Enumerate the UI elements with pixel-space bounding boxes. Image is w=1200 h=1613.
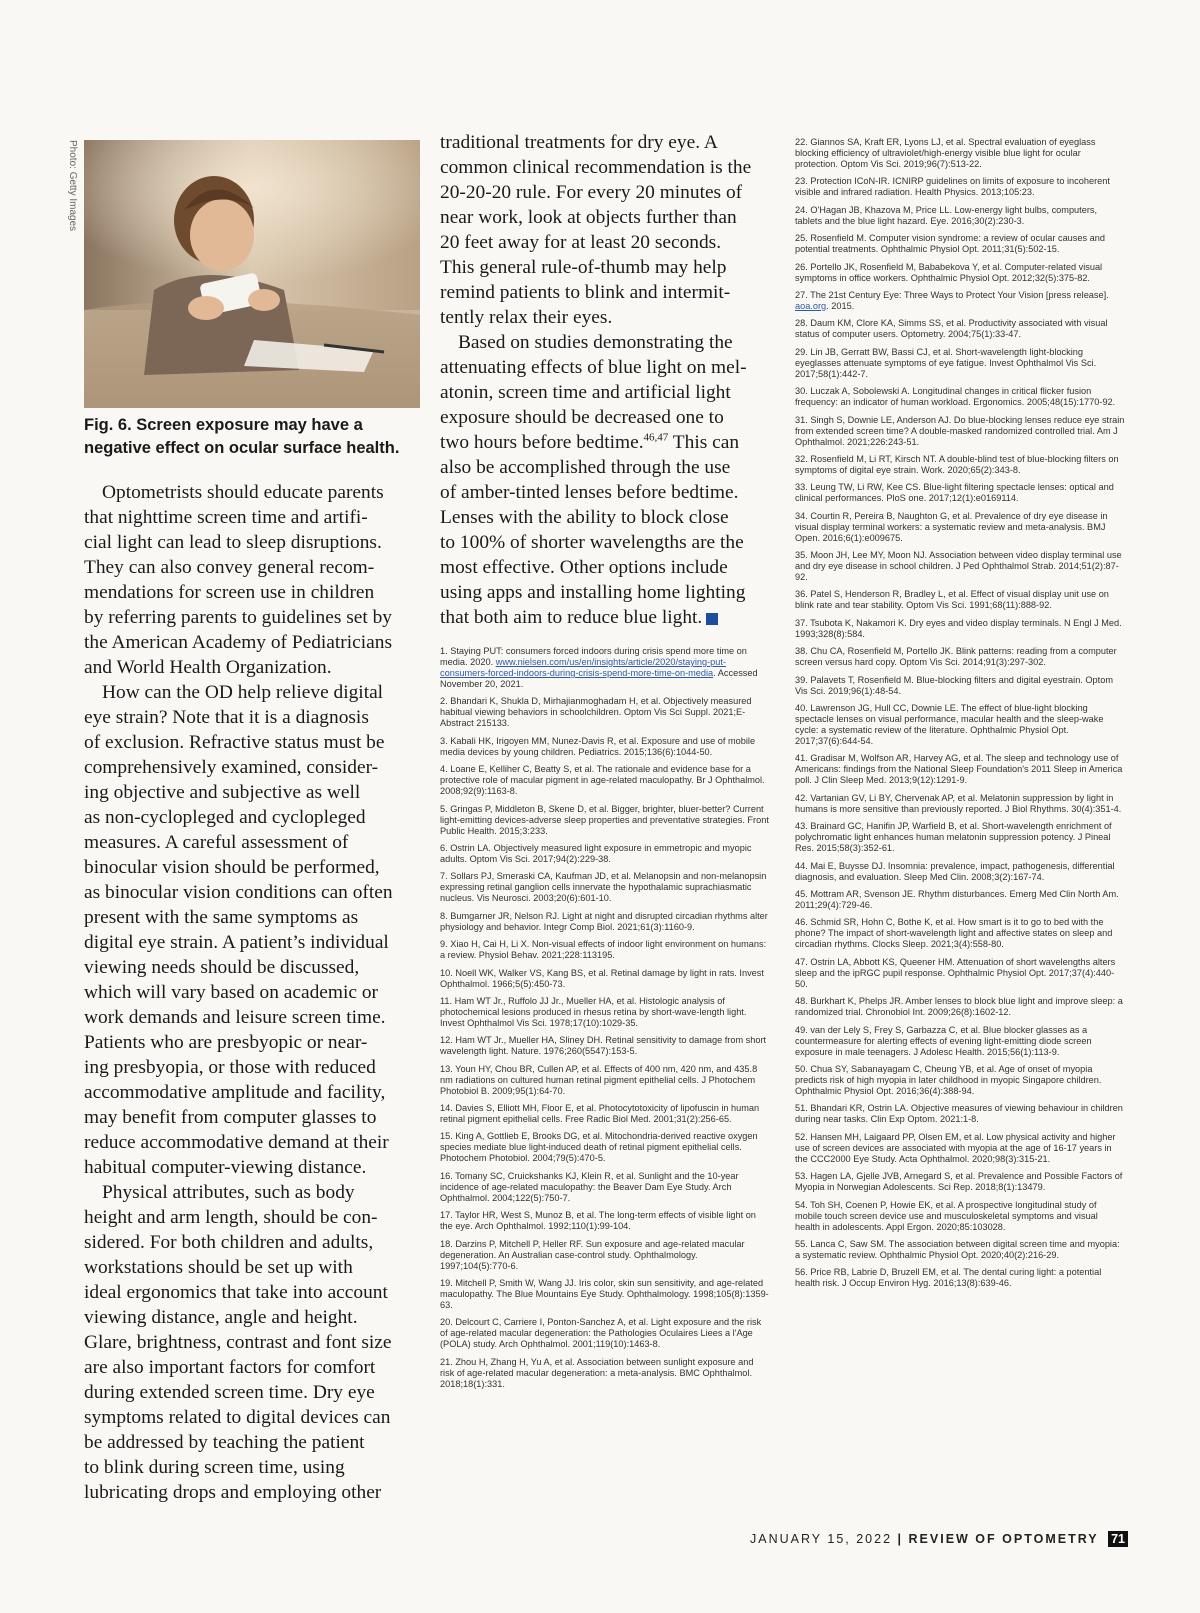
reference-item: 53. Hagen LA, Gjelle JVB, Arnegard S, et al. Prevalence and Possible Factors of Myopia in Norwegian Adolescents. Sci Rep. 2018;8(1):13479.	[795, 1171, 1123, 1193]
reference-item: 56. Price RB, Labrie D, Bruzell EM, et al. The dental curing light: a potential health risk. J Occup Environ Hyg. 2016;13(8):639-46.	[795, 1267, 1102, 1289]
body-line: How can the OD help relieve digital	[102, 682, 384, 703]
reference-link[interactable]: aoa.org	[795, 300, 827, 311]
reference-item: 28. Daum KM, Clore KA, Simms SS, et al. Productivity associated with visual status of computer users. Optometry. 2004;75(1):33-47.	[795, 318, 1108, 340]
body-line: This general rule-of-thumb may help	[440, 257, 727, 278]
body-line: ing presbyopia, or those with reduced	[84, 1057, 376, 1078]
reference-link[interactable]: www.nielsen.com/us/en/insights/article/2020/staying-put-consumers-forced-indoors-during-crisis-spend-more-time-on-media	[440, 657, 726, 678]
body-line: measures. A careful assessment of	[84, 832, 349, 853]
references-column-2	[440, 646, 770, 1396]
issue-date: JANUARY 15, 2022	[750, 1532, 893, 1546]
body-line: 20-20-20 rule. For every 20 minutes of	[440, 182, 743, 203]
body-text: This can	[668, 432, 740, 453]
body-line: workstations should be set up with	[84, 1257, 353, 1278]
reference-text: . 2015.	[826, 300, 855, 311]
body-line: viewing needs should be discussed,	[84, 957, 360, 978]
body-line: eye strain? Note that it is a diagnosis	[84, 707, 369, 728]
body-line: binocular vision should be performed,	[84, 857, 380, 878]
reference-item: 16. Tomany SC, Cruickshanks KJ, Klein R, et al. Sunlight and the 10-year incidence of age-related maculopathy: the Beaver Dam Eye Study. Arch Ophthalmol. 2004;122(5):750-7.	[440, 1170, 739, 1203]
body-line: Based on studies demonstrating the	[458, 332, 733, 353]
references-column-3	[795, 137, 1125, 1296]
body-line: as non-cyclopleged and cyclopleged	[84, 807, 366, 828]
body-line: height and arm length, should be con-	[84, 1207, 378, 1228]
reference-item: 52. Hansen MH, Laigaard PP, Olsen EM, et al. Low physical activity and higher use of screen devices are associated with myopia at the age of 16-17 years in the CCC2000 Eye Study. Acta Ophthalmol. 2020;98(3):315-21.	[795, 1131, 1116, 1164]
reference-item: 12. Ham WT Jr., Mueller HA, Sliney DH. Retinal sensitivity to damage from short wavelength light. Nature. 1976;260(5547):153-5.	[440, 1035, 767, 1057]
body-line: Physical attributes, such as body	[102, 1182, 355, 1203]
reference-item: 2. Bhandari K, Shukla D, Mirhajianmoghadam H, et al. Objectively measured habitual viewing behaviors in schoolchildren. Optom Vis Sci Suppl. 2021;E-Abstract 215133.	[440, 696, 752, 729]
reference-item: 34. Courtin R, Pereira B, Naughton G, et al. Prevalence of dry eye disease in visual display terminal workers: a systematic review and meta-analysis. BMJ Open. 2016;6(1):e009675.	[795, 510, 1108, 543]
reference-item: 4. Loane E, Kelliher C, Beatty S, et al. The rationale and evidence base for a protective role of macular pigment in age-related maculopathy. Br J Ophthalmol. 2008;92(9):1163-8.	[440, 764, 765, 797]
body-line: lubricating drops and employing other	[84, 1482, 382, 1503]
reference-item: 18. Darzins P, Mitchell P, Heller RF. Sun exposure and age-related macular degeneration. An Australian case-control study. Ophthalmology. 1997;104(5):770-6.	[440, 1238, 745, 1271]
reference-list	[795, 137, 1125, 284]
reference-item: 29. Lin JB, Gerratt BW, Bassi CJ, et al. Short-wavelength light-blocking eyeglasses attenuate symptoms of eye fatigue. Invest Ophthalmol Vis Sci. 2017;58(1):442-7.	[795, 346, 1097, 379]
body-line: work demands and leisure screen time.	[84, 1007, 386, 1028]
body-line: the American Academy of Pediatricians	[84, 632, 392, 653]
footer-separator: |	[897, 1532, 904, 1546]
reference-item: 30. Luczak A, Sobolewski A. Longitudinal changes in critical flicker fusion frequency: an indicator of human workload. Ergonomics. 2005;48(15):1770-92.	[795, 386, 1116, 408]
reference-item: 55. Lanca C, Saw SM. The association between digital screen time and myopia: a systematic review. Ophthalmic Physiol Opt. 2020;40(2):216-29.	[795, 1238, 1120, 1260]
body-line: Lenses with the ability to block close	[440, 507, 729, 528]
body-line-final	[440, 605, 772, 630]
body-line: traditional treatments for dry eye. A	[440, 132, 718, 153]
reference-item: 20. Delcourt C, Carriere I, Ponton-Sanchez A, et al. Light exposure and the risk of age-related macular degeneration: the Pathologies Oculaires Liees a l'Age (POLA) study. Arch Ophthalmol. 2001;119(10):1463-8.	[440, 1317, 762, 1350]
reference-item	[795, 290, 1125, 312]
reference-item: 22. Giannos SA, Kraft ER, Lyons LJ, et al. Spectral evaluation of eyeglass blocking efficiency of ultraviolet/high-energy visible blue light for ocular protection. Optom Vis Sci. 2019;96(7):513-22.	[795, 137, 1096, 169]
publication-name: REVIEW OF OPTOMETRY	[908, 1532, 1099, 1546]
reference-item: 49. van der Lely S, Frey S, Garbazza C, et al. Blue blocker glasses as a countermeasure for alerting effects of evening light-emitting diode screen exposure in male teenagers. J Adolesc Health. 2015;56(1):113-9.	[795, 1024, 1092, 1057]
body-line: remind patients to blink and intermit-	[440, 282, 731, 303]
body-line: habitual computer-viewing distance.	[84, 1157, 367, 1178]
reference-item: 39. Palavets T, Rosenfield M. Blue-blocking filters and digital eyestrain. Optom Vis Sci. 2019;96(1):48-54.	[795, 674, 1113, 696]
reference-text: . Accessed November 20, 2021.	[440, 668, 758, 689]
body-line: are also important factors for comfort	[84, 1357, 376, 1378]
body-line: of amber-tinted lenses before bedtime.	[440, 482, 739, 503]
body-line: exposure should be decreased one to	[440, 407, 724, 428]
body-line: accommodative amplitude and facility,	[84, 1082, 386, 1103]
reference-item	[440, 646, 770, 690]
body-line: 20 feet away for at least 20 seconds.	[440, 232, 722, 253]
reference-item: 7. Sollars PJ, Smeraski CA, Kaufman JD, et al. Melanopsin and non-melanopsin expressing retinal ganglion cells innervate the hypothalamic suprachiasmatic nucleus. Vis Neurosci. 2003;20(6):601-10.	[440, 871, 767, 904]
body-text: two hours before bedtime.	[440, 432, 644, 453]
body-line: mendations for screen use in children	[84, 582, 375, 603]
reference-item: 9. Xiao H, Cai H, Li X. Non-visual effects of indoor light environment on humans: a review. Physiol Behav. 2021;228:113195.	[440, 939, 767, 961]
reference-item: 54. Toh SH, Coenen P, Howie EK, et al. A prospective longitudinal study of mobile touch screen device use and musculoskeletal symptoms and visual health in adolescents. Appl Ergon. 2020;85:103028.	[795, 1199, 1098, 1232]
reference-item: 45. Mottram AR, Svenson JE. Rhythm disturbances. Emerg Med Clin North Am. 2011;29(4):729-46.	[795, 888, 1119, 910]
body-line: sidered. For both children and adults,	[84, 1232, 374, 1253]
reference-list	[795, 318, 1125, 1289]
body-line: attenuating effects of blue light on mel-	[440, 357, 747, 378]
body-line: using apps and installing home lighting	[440, 582, 746, 603]
reference-item: 6. Ostrin LA. Objectively measured light exposure in emmetropic and myopic adults. Optom Vis Sci. 2017;94(2):229-38.	[440, 842, 752, 864]
reference-item: 38. Chu CA, Rosenfield M, Portello JK. Blink patterns: reading from a computer screen versus hard copy. Optom Vis Sci. 2014;91(3):297-302.	[795, 646, 1117, 668]
citation-superscript: 46,47	[643, 431, 669, 444]
reference-item: 48. Burkhart K, Phelps JR. Amber lenses to block blue light and improve sleep: a randomized trial. Chronobiol Int. 2009;26(8):1602-12.	[795, 996, 1123, 1018]
body-line: of exclusion. Refractive status must be	[84, 732, 385, 753]
figure-photo	[84, 140, 420, 408]
body-line: to 100% of shorter wavelengths are the	[440, 532, 744, 553]
body-line: common clinical recommendation is the	[440, 157, 752, 178]
reference-item: 31. Singh S, Downie LE, Anderson AJ. Do blue-blocking lenses reduce eye strain from extended screen time? A double-masked randomized controlled trial. Am J Ophthalmol. 2021;226:243-51.	[795, 414, 1125, 447]
body-line: be addressed by teaching the patient	[84, 1432, 365, 1453]
reference-item: 25. Rosenfield M. Computer vision syndrome: a review of ocular causes and potential treatments. Ophthalmic Physiol Opt. 2011;31(5):502-15.	[795, 233, 1105, 255]
reference-item: 14. Davies S, Elliott MH, Floor E, et al. Photocytotoxicity of lipofuscin in human retinal pigment epithelial cells. Free Radic Biol Med. 2001;31(2):256-65.	[440, 1103, 760, 1125]
body-line: which will vary based on academic or	[84, 982, 378, 1003]
body-line: by referring parents to guidelines set by	[84, 607, 393, 628]
figure-caption: Fig. 6. Screen exposure may have a negative effect on ocular surface health.	[84, 416, 400, 457]
reference-item: 32. Rosenfield M, Li RT, Kirsch NT. A double-blind test of blue-blocking filters on symptoms of digital eye strain. Work. 2020;65(2):343-8.	[795, 453, 1119, 475]
body-line: that nighttime screen time and artifi-	[84, 507, 368, 528]
body-line: also be accomplished through the use	[440, 457, 731, 478]
page-number: 71	[1108, 1531, 1128, 1547]
body-line: to blink during screen time, using	[84, 1457, 345, 1478]
reference-item: 24. O'Hagan JB, Khazova M, Price LL. Low-energy light bulbs, computers, tablets and the blue light hazard. Eye. 2016;30(2):230-3.	[795, 204, 1098, 226]
reference-text: 1. Staying PUT: consumers forced indoors during crisis spend more time on media. 2020.	[440, 646, 747, 667]
reference-item: 21. Zhou H, Zhang H, Yu A, et al. Association between sunlight exposure and risk of age-related macular degeneration: a meta-analysis. BMC Ophthalmol. 2018;18(1):331.	[440, 1356, 754, 1389]
reference-item: 42. Vartanian GV, Li BY, Chervenak AP, et al. Melatonin suppression by light in humans is more sensitive than previously reported. J Biol Rhythms. 30(4):351-4.	[795, 792, 1122, 814]
body-line: and World Health Organization.	[84, 657, 332, 678]
reference-item: 3. Kabali HK, Irigoyen MM, Nunez-Davis R, et al. Exposure and use of mobile media devices by young children. Pediatrics. 2015;136(6):1044-50.	[440, 735, 756, 757]
body-line: symptoms related to digital devices can	[84, 1407, 391, 1428]
body-line: ideal ergonomics that take into account	[84, 1282, 388, 1303]
reference-item: 13. Youn HY, Chou BR, Cullen AP, et al. Effects of 400 nm, 420 nm, and 435.8 nm radiations on cultured human retinal pigment epithelial cells. J Photochem Photobiol B. 2009;95(1):64-70.	[440, 1063, 758, 1096]
reference-item: 5. Gringas P, Middleton B, Skene D, et al. Bigger, brighter, bluer-better? Current light-emitting devices-adverse sleep properties and preventative strategies. Front Public Health. 2015;3:233.	[440, 803, 769, 836]
body-line: as binocular vision conditions can often	[84, 882, 393, 903]
reference-item: 36. Patel S, Henderson R, Bradley L, et al. Effect of visual display unit use on blink rate and tear stability. Optom Vis Sci. 1991;68(11):888-92.	[795, 589, 1109, 611]
reference-item: 43. Brainard GC, Hanifin JP, Warfield B, et al. Short-wavelength enrichment of polychromatic light enhances human melatonin suppression potency. J Pineal Res. 2015;58(3):352-61.	[795, 821, 1112, 854]
body-line: atonin, screen time and artificial light	[440, 382, 731, 403]
reference-item: 11. Ham WT Jr., Ruffolo JJ Jr., Mueller HA, et al. Histologic analysis of photochemical lesions produced in rhesus retina by short-wave-length light. Invest Ophthalmol Vis Sci. 1978;17(10):1029-35.	[440, 995, 747, 1028]
body-line-with-citation	[440, 430, 772, 455]
reference-item: 37. Tsubota K, Nakamori K. Dry eyes and video display terminals. N Engl J Med. 1993;328(8):584.	[795, 617, 1122, 639]
body-line: present with the same symptoms as	[84, 907, 359, 928]
body-line: may benefit from computer glasses to	[84, 1107, 377, 1128]
reference-list	[440, 696, 770, 1389]
reference-item: 8. Bumgarner JR, Nelson RJ. Light at night and disrupted circadian rhythms alter physiology and behavior. Integr Comp Biol. 2021;61(3):1160-9.	[440, 910, 768, 932]
body-line: reduce accommodative demand at their	[84, 1132, 389, 1153]
reference-item: 10. Noell WK, Walker VS, Kang BS, et al. Retinal damage by light in rats. Invest Ophthalmol. 1966;5(5):450-73.	[440, 967, 764, 989]
body-column-2	[440, 130, 772, 630]
reference-item: 33. Leung TW, Li RW, Kee CS. Blue-light filtering spectacle lenses: optical and clinical performances. PloS one. 2017;12(1):e0169114.	[795, 482, 1114, 504]
body-line: ing objective and subjective as well	[84, 782, 361, 803]
body-line: during extended screen time. Dry eye	[84, 1382, 375, 1403]
body-line: They can also convey general recom-	[84, 557, 375, 578]
reference-item: 19. Mitchell P, Smith W, Wang JJ. Iris color, skin sun sensitivity, and age-related maculopathy. The Blue Mountains Eye Study. Ophthalmology. 1998;105(8):1359-63.	[440, 1278, 769, 1311]
body-line: Patients who are presbyopic or near-	[84, 1032, 368, 1053]
body-text: that both aim to reduce blue light.	[440, 607, 703, 628]
body-column-1	[84, 480, 414, 1505]
page-footer	[750, 1531, 1128, 1547]
body-line: most effective. Other options include	[440, 557, 728, 578]
reference-item: 40. Lawrenson JG, Hull CC, Downie LE. The effect of blue-light blocking spectacle lenses on visual performance, macular health and the sleep-wake cycle: a systematic review of the literature. Ophthalmic Physiol Opt. 2017;37(6):644-54.	[795, 703, 1104, 747]
reference-text: 27. The 21st Century Eye: Three Ways to Protect Your Vision [press release].	[795, 289, 1109, 300]
reference-item: 44. Mai E, Buysse DJ. Insomnia: prevalence, impact, pathogenesis, differential diagnosis, and evaluation. Sleep Med Clin. 2008;3(2):167-74.	[795, 860, 1115, 882]
body-line: viewing distance, angle and height.	[84, 1307, 358, 1328]
photo-credit: Photo: Getty Images	[67, 140, 78, 232]
body-line: near work, look at objects further than	[440, 207, 737, 228]
reference-item: 51. Bhandari KR, Ostrin LA. Objective measures of viewing behaviour in children during near tasks. Clin Exp Optom. 2021:1-8.	[795, 1103, 1123, 1125]
body-line: comprehensively examined, consider-	[84, 757, 379, 778]
reference-item: 15. King A, Gottlieb E, Brooks DG, et al. Mitochondria-derived reactive oxygen species mediate blue light-induced death of retinal pigment epithelial cells. Photochem Photobiol. 2004;79(5):470-5.	[440, 1131, 758, 1164]
end-of-article-mark	[706, 613, 718, 625]
reference-item: 50. Chua SY, Sabanayagam C, Cheung YB, et al. Age of onset of myopia predicts risk of high myopia in later childhood in myopic Singapore children. Ophthalmic Physiol Opt. 2016;36(4):388-94.	[795, 1063, 1102, 1096]
body-line: digital eye strain. A patient’s individual	[84, 932, 389, 953]
reference-item: 46. Schmid SR, Hohn C, Bothe K, et al. How smart is it to go to bed with the phone? The impact of short-wavelength light and affective states on sleep and circadian rhythms. Clocks Sleep. 2021;3(4):558-80.	[795, 917, 1113, 950]
reference-item: 17. Taylor HR, West S, Munoz B, et al. The long-term effects of visible light on the eye. Arch Ophthalmol. 1992;110(1):99-104.	[440, 1210, 756, 1232]
body-line: tently relax their eyes.	[440, 307, 613, 328]
body-line: cial light can lead to sleep disruptions.	[84, 532, 382, 553]
body-line: Glare, brightness, contrast and font size	[84, 1332, 392, 1353]
reference-item: 47. Ostrin LA, Abbott KS, Queener HM. Attenuation of short wavelengths alters sleep and the ipRGC pupil response. Ophthalmic Physiol Opt. 2017;37(4):440-50.	[795, 956, 1116, 989]
reference-item: 41. Gradisar M, Wolfson AR, Harvey AG, et al. The sleep and technology use of Americans: findings from the National Sleep Foundation's 2011 Sleep in America poll. J Clin Sleep Med. 2013;9(12):1291-9.	[795, 753, 1123, 786]
reference-item: 26. Portello JK, Rosenfield M, Bababekova Y, et al. Computer-related visual symptoms in office workers. Ophthalmic Physiol Opt. 2012;32(5):375-82.	[795, 261, 1103, 283]
reference-item: 23. Protection ICoN-IR. ICNIRP guidelines on limits of exposure to incoherent visible and infrared radiation. Health Physics. 2013;105:23.	[795, 176, 1110, 198]
reference-item: 35. Moon JH, Lee MY, Moon NJ. Association between video display terminal use and dry eye disease in school children. J Ped Ophthalmol Strab. 2014;51(2):87-92.	[795, 550, 1122, 583]
child-with-phone-illustration	[84, 140, 420, 408]
body-line: Optometrists should educate parents	[102, 482, 384, 503]
